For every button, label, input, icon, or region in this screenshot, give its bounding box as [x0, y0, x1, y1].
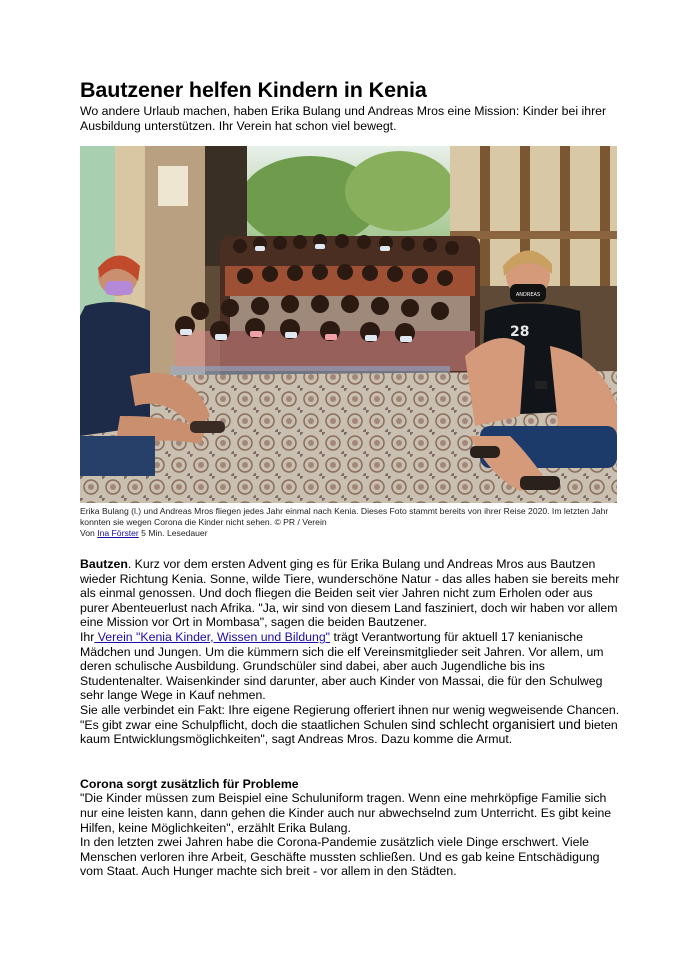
- paragraph-4: "Es gibt zwar eine Schulpflicht, doch die staatlichen Schulen sind schlecht organisiert und bieten kaum Entwicklungsmöglichkeiten", sagt Andreas Mros. Dazu komme die Armut.: [80, 716, 618, 747]
- reading-time: 5 Min. Lesedauer: [141, 528, 208, 538]
- article-lead: Wo andere Urlaub machen, haben Erika Bulang und Andreas Mros eine Mission: Kinder bei ihrer Ausbildung unterstützen. Ihr Verein hat schon viel bewegt.: [80, 104, 607, 133]
- photo-caption: [80, 506, 617, 539]
- mask-print: ANDREAS: [515, 292, 541, 298]
- association-link[interactable]: Verein "Kenia Kinder, Wissen und Bildung": [94, 629, 331, 644]
- caption-text: Erika Bulang (l.) und Andreas Mros fliegen jedes Jahr einmal nach Kenia. Dieses Foto stammt bereits von ihrer Reise 2020. Im letzten Jahr konnten sie wegen Corona die Kinder nicht sehen. © PR / Verein: [80, 506, 609, 527]
- byline-prefix: Von: [80, 528, 95, 538]
- subheading: Corona sorgt zusätzlich für Probleme: [80, 776, 299, 791]
- article-body: [80, 557, 620, 879]
- paragraph-3: Sie alle verbindet ein Fakt: Ihre eigene Regierung offeriert ihnen nur wenig wegweisende Chancen.: [80, 702, 620, 717]
- paragraph-1: Bautzen. Kurz vor dem ersten Advent ging es für Erika Bulang und Andreas Mros aus Bautzen wieder Richtung Kenia. Sonne, wilde Tiere, wunderschöne Natur - das alles haben sie bereits mehr als einmal genossen. Und doch fliegen die Beiden seit vier Jahren nicht zum Erholen oder aus purer Abenteuerlust nach Afrika. "Ja, wir sind von diesem Land fasziniert, doch wir haben vor allem eine Mission vor Ort in Mombasa", sagen die beiden Bautzener.: [80, 557, 620, 630]
- paragraph-2: Ihr Verein "Kenia Kinder, Wissen und Bildung" trägt Verantwortung für aktuell 17 kenianische Mädchen und Jungen. Um die kümmern sich die elf Vereinsmitglieder seit Jahren. Vor allem, um deren schulische Ausbildung. Grundschüler sind dabei, aber auch Jugendliche bis ins Studentenalter. Waisenkinder sind darunter, aber auch Kinder von Massai, die für den Schulweg sehr lange Wege in Kauf nehmen.: [80, 629, 604, 703]
- dateline: Bautzen: [80, 557, 128, 571]
- paragraph-6: In den letzten zwei Jahren habe die Corona-Pandemie zusätzlich viele Dinge erschwert. Viele Menschen verloren ihre Arbeit, Geschäfte mussten schließen. Und es gab keine Entschädigung vom Staat. Auch Hunger machte sich breit - vor allem in den Städten.: [80, 835, 600, 879]
- article-title: Bautzener helfen Kindern in Kenia: [80, 78, 427, 102]
- article: [80, 78, 620, 879]
- article-photo: [80, 146, 617, 503]
- author-link[interactable]: Ina Förster: [97, 528, 139, 538]
- paragraph-5: "Die Kinder müssen zum Beispiel eine Schuluniform tragen. Wenn eine mehrköpfige Familie sich nur eine leisten kann, dann gehen die Kinder auch nur abwechselnd zum Unterricht. Es gibt keine Hilfen, keine Möglichkeiten", erzählt Erika Bulang.: [80, 791, 612, 835]
- shirt-number: 28: [510, 324, 530, 340]
